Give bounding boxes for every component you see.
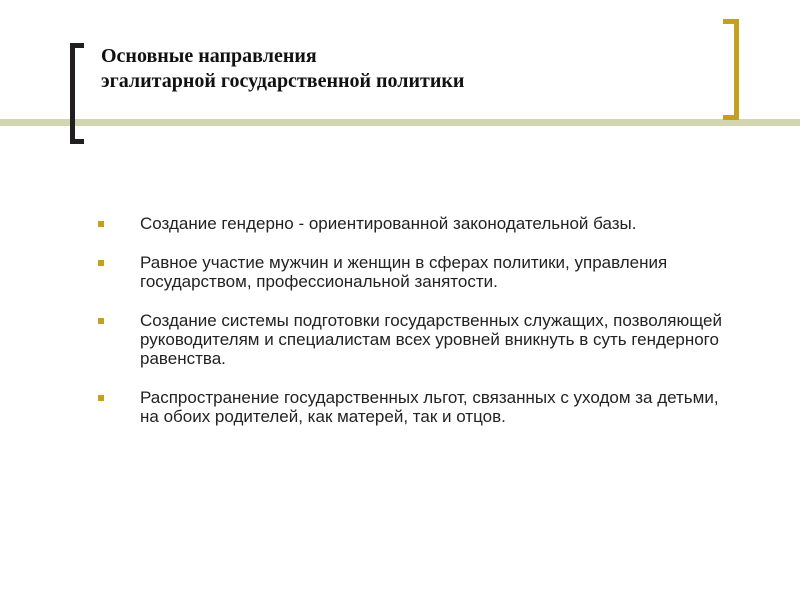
square-bullet-icon	[98, 318, 104, 324]
slide-title	[101, 44, 701, 94]
bullet-item	[98, 388, 738, 426]
bullet-text: Распространение государственных льгот, связанных с уходом за детьми, на обоих родителей, как матерей, так и отцов.	[140, 388, 719, 426]
bullet-item	[98, 311, 738, 368]
bullet-text: Создание системы подготовки государственных служащих, позволяющей руководителям и специалистам всех уровней вникнуть в суть гендерного равенства.	[140, 311, 722, 368]
left-bracket-decoration	[70, 43, 84, 144]
square-bullet-icon	[98, 395, 104, 401]
square-bullet-icon	[98, 221, 104, 227]
bullet-item	[98, 214, 738, 233]
bullet-text: Создание гендерно - ориентированной законодательной базы.	[140, 214, 637, 233]
bullet-list	[98, 214, 738, 426]
bullet-text: Равное участие мужчин и женщин в сферах политики, управления государством, профессиональной занятости.	[140, 253, 668, 291]
right-bracket-decoration	[723, 19, 739, 120]
square-bullet-icon	[98, 260, 104, 266]
slide-title-line-1: Основные направления	[101, 45, 317, 67]
slide-title-line-2: эгалитарной государственной политики	[101, 70, 465, 92]
bullet-item	[98, 253, 738, 291]
title-rule	[0, 119, 800, 126]
